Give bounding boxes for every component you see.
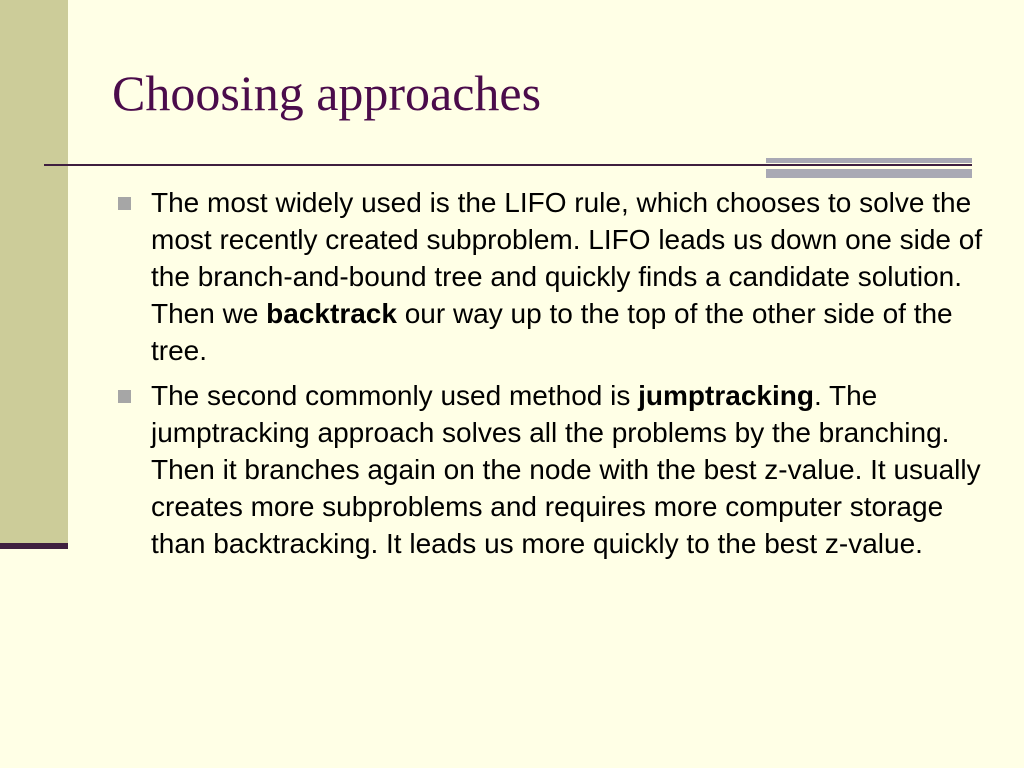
left-band-divider: [0, 543, 68, 549]
bullet-text: [151, 187, 982, 366]
bullet-item: [116, 184, 996, 369]
bullet-text-end: . The jumptracking approach solves all the problems by the branching. Then it branches again on the node with the best z-value. It usually creates more subproblems and requires more computer storage than backtracking. It leads us more quickly to the best z-value.: [151, 380, 981, 559]
bullet-emphasis: jumptracking: [638, 380, 814, 411]
bullet-list: [116, 184, 996, 570]
bullet-text-end: our way up to the top of the other side of the tree.: [151, 298, 953, 366]
bullet-item: [116, 377, 996, 562]
left-decorative-band: [0, 0, 68, 544]
bullet-text: [151, 380, 981, 559]
divider-accent-top: [766, 158, 972, 163]
bullet-emphasis: backtrack: [266, 298, 397, 329]
bullet-text-start: The most widely used is the LIFO rule, which chooses to solve the most recently created subproblem. LIFO leads us down one side of the branch-and-bound tree and quickly finds a candidate solution. Then we: [151, 187, 983, 329]
square-bullet-icon: [118, 390, 131, 403]
divider-accent-bottom: [766, 169, 972, 178]
square-bullet-icon: [118, 197, 131, 210]
bullet-text-start: The second commonly used method is: [151, 380, 639, 411]
slide-title: Choosing approaches: [112, 65, 542, 121]
title-divider: [44, 164, 972, 166]
